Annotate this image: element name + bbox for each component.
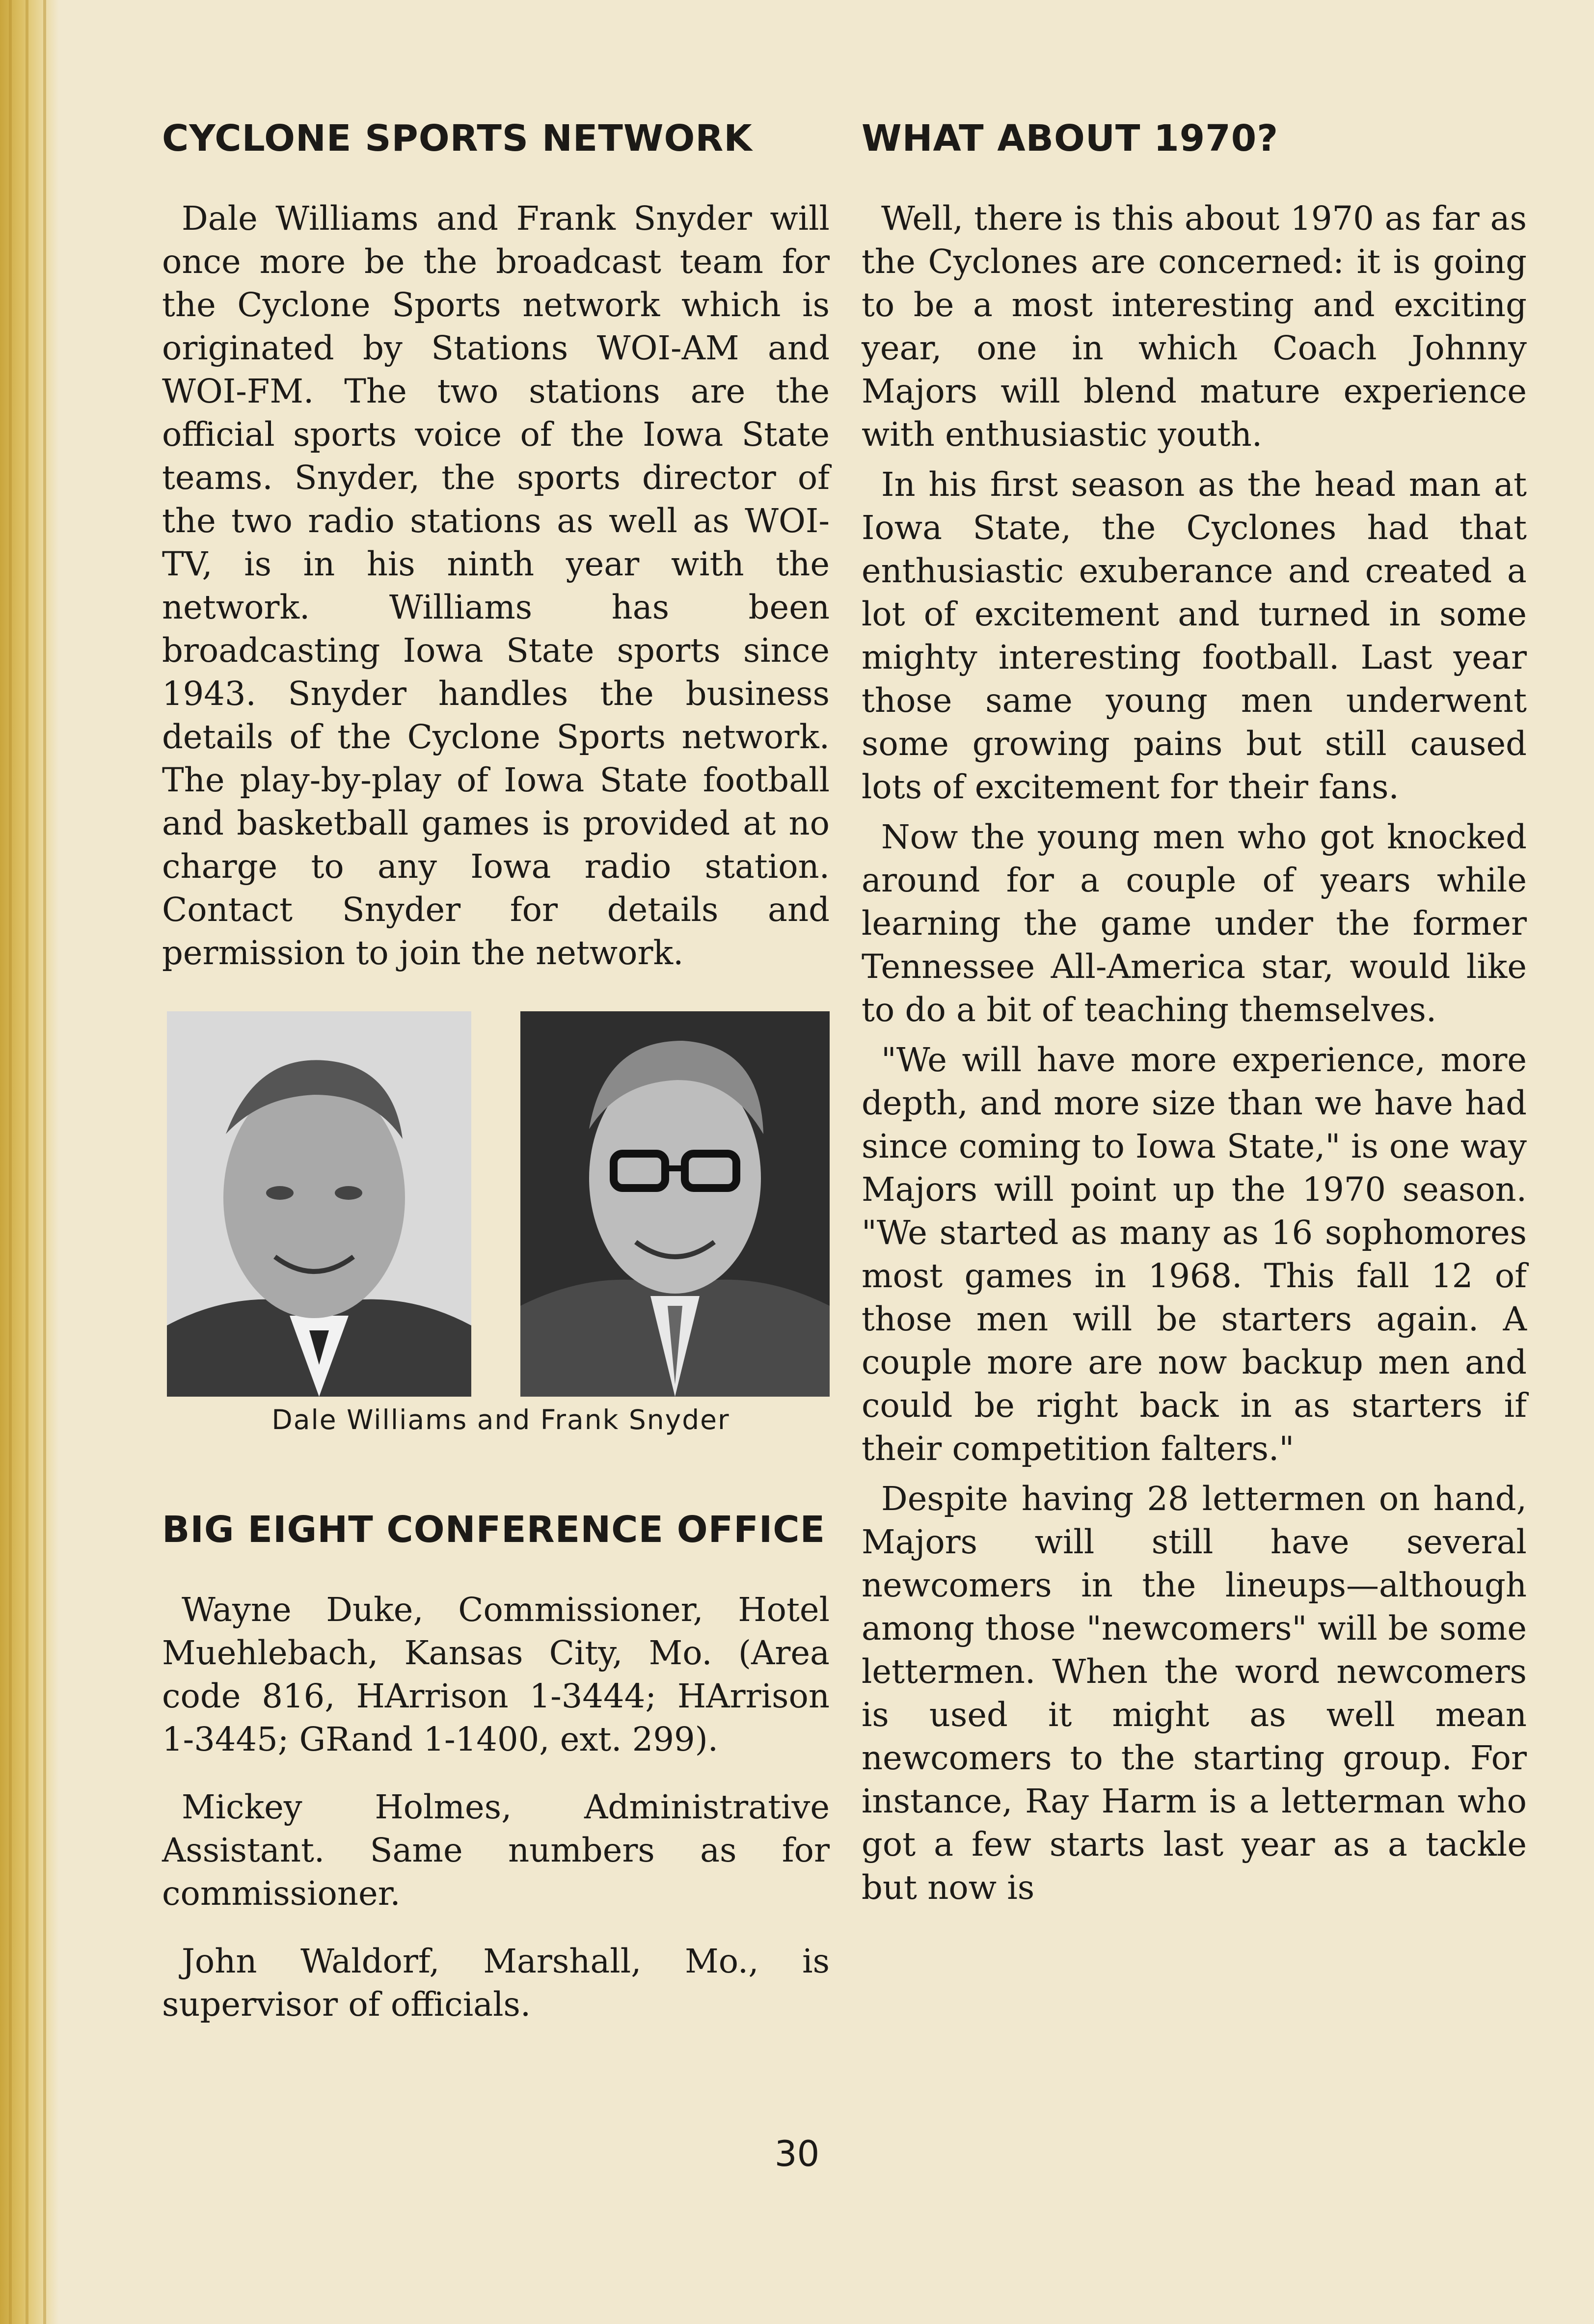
photo-frank-snyder bbox=[520, 1011, 830, 1397]
page-number: 30 bbox=[774, 2133, 820, 2174]
book-spine-edge bbox=[0, 0, 59, 2324]
outlook-paragraph: Now the young men who got knocked around for a couple of years while learning the game under the former Tennessee All-America star, would like to do a bit of teaching themselves. bbox=[862, 818, 1527, 1029]
photo-caption: Dale Williams and Frank Snyder bbox=[271, 1404, 730, 1436]
outlook-paragraph: "We will have more experience, more depth, and more size than we have had since coming to Iowa State," is one way Majors will point up the 1970 season. "We started as many as 16 sophomores most games in 1968. This fall 12 of those men will be starters again. A couple more are now backup men and could be right back in as starters if their competition falters." bbox=[862, 1041, 1527, 1468]
office-heading: BIG EIGHT CONFERENCE OFFICE bbox=[162, 1509, 826, 1551]
office-paragraph: John Waldorf, Marshall, Mo., is supervisor of officials. bbox=[162, 1942, 830, 2024]
photo-dale-williams bbox=[167, 1011, 471, 1397]
network-paragraph: Dale Williams and Frank Snyder will once more be the broadcast team for the Cyclone Sports network which is originated by Stations WOI-AM and WOI-FM. The two stations are the official sports voice of the Iowa State teams. Snyder, the sports director of the two radio stations as well as WOI-TV, is in his ninth year with the network. Williams has been broadcasting Iowa State sports since 1943. Snyder handles the business details of the Cyclone Sports network. The play-by-play of Iowa State football and basketball games is provided at no charge to any Iowa radio station. Contact Snyder for details and permission to join the network. bbox=[162, 199, 830, 973]
outlook-paragraph: Well, there is this about 1970 as far as the Cyclones are concerned: it is going to be a most interesting and exciting year, one in which Coach Johnny Majors will blend mature experience with enthusiastic youth. bbox=[862, 199, 1527, 454]
right-column bbox=[862, 118, 1527, 1916]
spine-line bbox=[26, 0, 28, 2324]
office-paragraph: Mickey Holmes, Administrative Assistant. Same numbers as for commissioner. bbox=[162, 1788, 830, 1913]
left-column bbox=[162, 118, 830, 2051]
spine-line bbox=[9, 0, 12, 2324]
outlook-paragraph: In his first season as the head man at Iowa State, the Cyclones had that enthusiastic exuberance and created a lot of excitement and turned in some mighty interesting football. Last year those same young men underwent some growing pains but still caused lots of excitement for their fans. bbox=[862, 465, 1527, 807]
spine-line bbox=[43, 0, 46, 2324]
office-paragraph: Wayne Duke, Commissioner, Hotel Muehlebach, Kansas City, Mo. (Area code 816, HArrison 1-3444; HArrison 1-3445; GRand 1-1400, ext. 299). bbox=[162, 1591, 830, 1759]
network-heading: CYCLONE SPORTS NETWORK bbox=[162, 117, 753, 160]
photo-row bbox=[162, 1011, 830, 1404]
outlook-paragraph: Despite having 28 lettermen on hand, Majors will still have several newcomers in the lineups—although among those "newcomers" will be some lettermen. When the word newcomers is used it might as well mean newcomers to the starting group. For instance, Ray Harm is a letterman who got a few starts last year as a tackle but now is bbox=[862, 1480, 1527, 1907]
outlook-heading: WHAT ABOUT 1970? bbox=[862, 117, 1279, 160]
